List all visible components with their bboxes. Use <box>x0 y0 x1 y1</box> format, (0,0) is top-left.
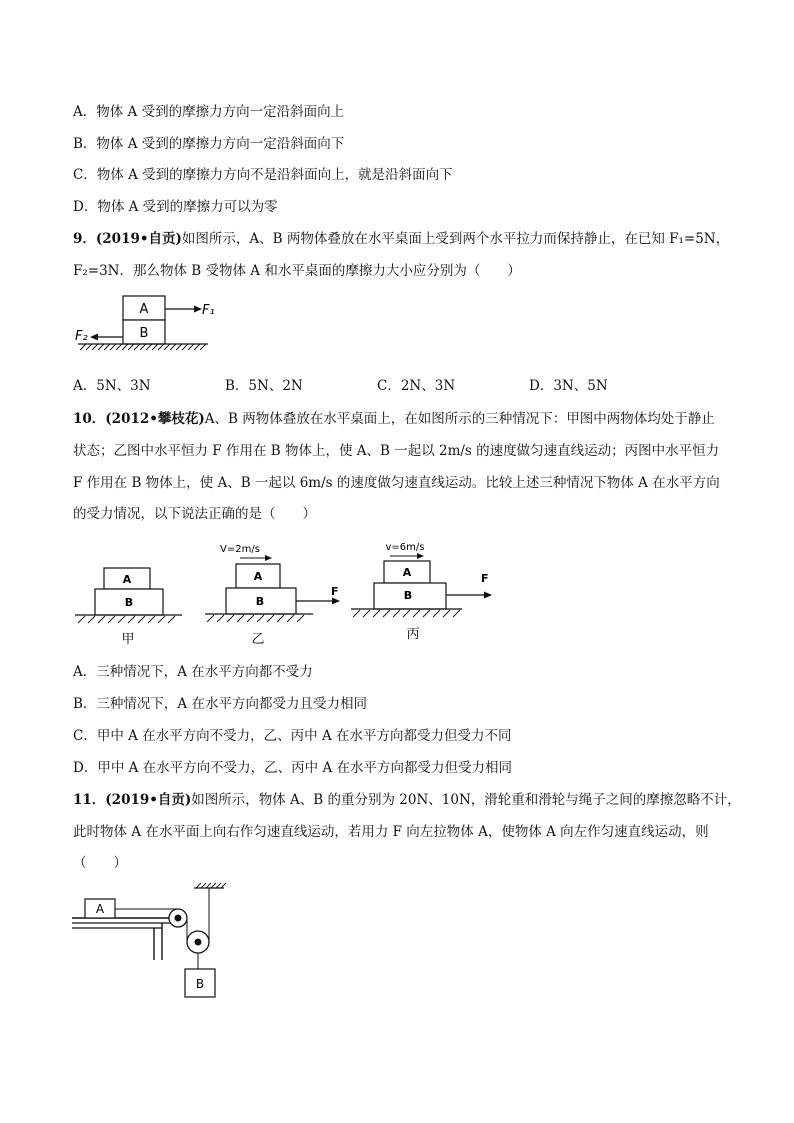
block-b-label: B <box>195 977 205 991</box>
diagram-bing <box>351 542 492 642</box>
q9-stem-line2: F₂=3N．那么物体 B 受物体 A 和水平桌面的摩擦力大小应分别为（ ） <box>73 263 521 279</box>
q11-stem-line1 <box>73 790 741 810</box>
velocity-arrowhead <box>265 555 272 561</box>
q10-option-a: A．三种情况下，A 在水平方向都不受力 <box>73 664 313 680</box>
q10-option-b: B．三种情况下，A 在水平方向都受力且受力相同 <box>73 696 367 712</box>
label-bing: 丙 <box>406 627 420 642</box>
q11-stem-line3: （ ） <box>73 855 127 871</box>
label-yi: 乙 <box>251 632 265 647</box>
ground-hatching <box>353 610 460 617</box>
block-a-label: A <box>122 573 132 586</box>
block-b-label: B <box>124 596 134 609</box>
ground-hatching <box>78 616 175 623</box>
force-arrowhead <box>484 592 492 599</box>
q8-option-a: A．物体 A 受到的摩擦力方向一定沿斜面向上 <box>73 104 345 120</box>
q10-number: 10．(2012•攀枝花) <box>73 411 205 427</box>
q9-option-a: A．5N、3N <box>73 378 151 394</box>
block-a-label: A <box>139 302 149 317</box>
diagram-jia <box>75 568 182 647</box>
q9-option-d: D．3N、5N <box>529 378 608 394</box>
velocity-label: v=6m/s <box>385 542 425 553</box>
q9-option-b: B．5N、2N <box>225 378 303 394</box>
f1-arrowhead <box>194 306 202 313</box>
q9-stem-line1 <box>73 229 729 249</box>
q9-figure <box>70 290 220 370</box>
block-a-label: A <box>253 570 263 583</box>
block-b-label: B <box>255 595 265 608</box>
q9-number: 9．(2019•自贡) <box>73 231 182 247</box>
movable-pulley-axle <box>195 939 202 946</box>
q8-option-c: C．物体 A 受到的摩擦力方向不是沿斜面向上，就是沿斜面向下 <box>73 167 453 183</box>
ceiling-hatching <box>196 883 226 888</box>
force-arrowhead <box>332 598 340 605</box>
ground-hatching <box>207 615 304 622</box>
q10-figure <box>70 537 510 657</box>
q9-text-1: 如图所示，A、B 两物体叠放在水平桌面上受到两个水平拉力而保持静止，在已知 F₁=5N， <box>181 231 730 247</box>
q8-option-d: D．物体 A 受到的摩擦力可以为零 <box>73 199 278 215</box>
force-label: F <box>331 585 339 598</box>
velocity-arrowhead <box>417 553 424 559</box>
q8-option-b: B．物体 A 受到的摩擦力方向一定沿斜面向下 <box>73 136 345 152</box>
q11-figure <box>70 880 230 1005</box>
q11-stem-line2: 此时物体 A 在水平面上向右作匀速直线运动，若用力 F 向左拉物体 A，使物体 A 向左作匀速直线运动，则 <box>73 824 709 840</box>
f2-arrowhead <box>90 334 98 341</box>
q10-option-d: D．甲中 A 在水平方向不受力，乙、丙中 A 在水平方向都受力但受力相同 <box>73 760 512 776</box>
table-hatching <box>80 344 206 350</box>
q10-stem-line4: 的受力情况，以下说法正确的是（ ） <box>73 506 316 522</box>
label-jia: 甲 <box>121 632 135 647</box>
block-b-label: B <box>139 326 149 341</box>
q11-number: 11．(2019•自贡) <box>73 792 192 808</box>
f1-label: F₁ <box>202 303 215 318</box>
q9-option-c: C．2N、3N <box>377 378 456 394</box>
q11-text-1: 如图所示，物体 A、B 的重分别为 20N、10N，滑轮重和滑轮与绳子之间的摩擦忽略不计， <box>191 792 741 808</box>
q10-text-1: A、B 两物体叠放在水平桌面上，在如图所示的三种情况下：甲图中两物体均处于静止 <box>204 411 715 427</box>
force-label: F <box>481 572 489 585</box>
velocity-label: V=2m/s <box>220 544 260 555</box>
fixed-pulley-axle <box>175 915 182 922</box>
block-a-label: A <box>402 566 412 579</box>
q10-stem-line2: 状态；乙图中水平恒力 F 作用在 B 物体上，使 A、B 一起以 2m/s 的速度做匀速直线运动；丙图中水平恒力 <box>73 443 720 459</box>
q9-options <box>73 376 681 396</box>
diagram-yi <box>205 544 340 647</box>
block-b-label: B <box>403 589 413 602</box>
q10-stem-line3: F 作用在 B 物体上，使 A、B 一起以 6m/s 的速度做匀速直线运动。比较上述三种情况下物体 A 在水平方向 <box>73 475 720 491</box>
f2-label: F₂ <box>75 329 88 344</box>
q10-option-c: C．甲中 A 在水平方向不受力，乙、丙中 A 在水平方向都受力但受力不同 <box>73 728 512 744</box>
q10-stem-line1 <box>73 409 715 429</box>
block-a-label: A <box>95 902 105 916</box>
